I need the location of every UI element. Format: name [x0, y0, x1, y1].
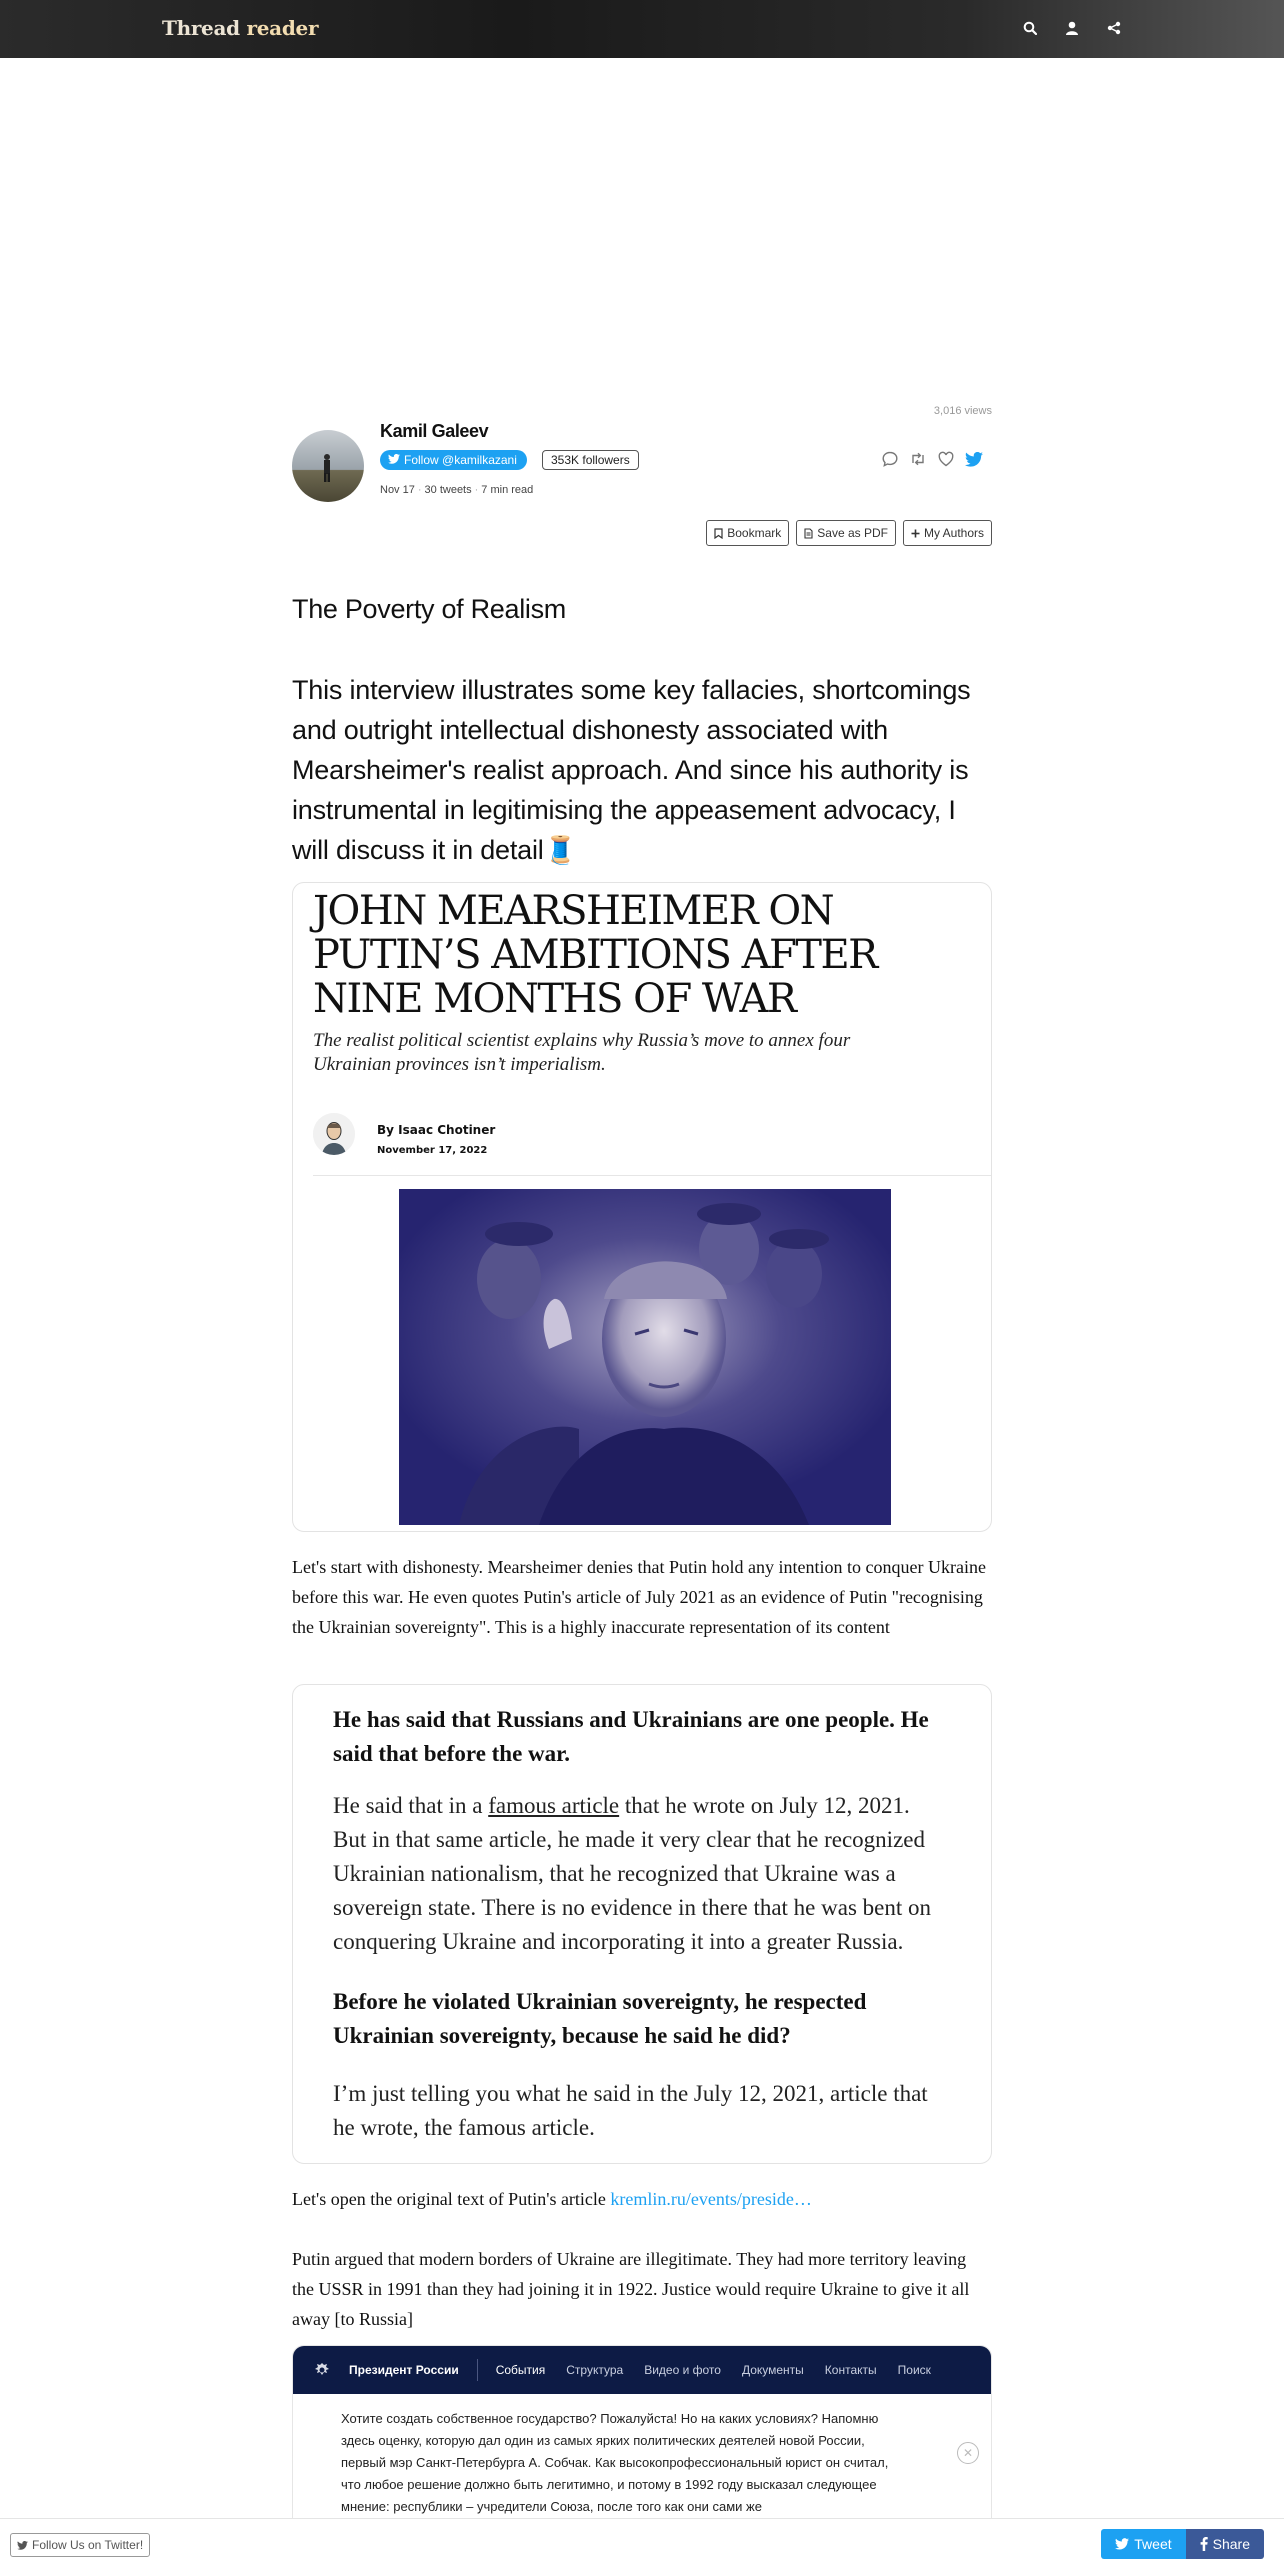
embed-date: November 17, 2022: [377, 1145, 488, 1156]
author-name[interactable]: Kamil Galeev: [380, 421, 489, 441]
interview-quote-image[interactable]: [292, 1684, 992, 2164]
tweet-text: Putin argued that modern borders of Ukraine are illegitimate. They had more territory leaving the USSR in 1991 than they had joining it in 1922. Justice would require Ukraine to give it all away [to Russia]: [292, 2249, 970, 2329]
thread-title: The Poverty of Realism: [292, 594, 566, 624]
byline-avatar: [313, 1113, 355, 1155]
share-label: Share: [1212, 2536, 1250, 2552]
twitter-bird-icon: [17, 2541, 28, 2550]
tweet-text: Let's start with dishonesty. Mearsheimer denies that Putin hold any intention to conquer Ukraine before this war. He even quotes Putin's article of July 2021 as an evidence of Putin "recognising the Ukrainian sovereignty". This is a highly inaccurate representation of its content: [292, 1557, 986, 1637]
top-icons: [1020, 18, 1124, 38]
tweet-count: 30 tweets: [424, 484, 472, 496]
bottom-share-bar: [0, 2518, 1284, 2568]
famous-article-link[interactable]: famous article: [488, 1793, 620, 1818]
answer-1-text-end: that he wrote on July 12, 2021. But in that same article, he made it very clear that he recognized Ukrainian nationalism, that he recognized that Ukraine was a sovereign state. There is no evidence in there that he was bent on conquering Ukraine and incorporating it into a greater Russia.: [333, 1793, 932, 1954]
search-icon[interactable]: [1020, 18, 1040, 38]
embed-headline: JOHN MEARSHEIMER ON PUTIN’S AMBITIONS AFTER NINE MONTHS OF WAR: [313, 888, 877, 1022]
eagle-emblem-icon: [311, 2359, 333, 2381]
nav-item-structure: Структура: [566, 2363, 624, 2377]
save-pdf-label: Save as PDF: [817, 526, 888, 540]
twitter-icon[interactable]: [964, 449, 984, 469]
quote-answer-2: I’m just telling you what he said in the July 12, 2021, article that he wrote, the famous article.: [333, 2081, 928, 2140]
bookmark-icon: [714, 528, 723, 539]
tweet-label: Tweet: [1134, 2536, 1172, 2552]
views-count: 3,016 views: [933, 405, 992, 417]
site-logo[interactable]: [162, 16, 318, 40]
thread-date[interactable]: Nov 17: [380, 484, 415, 496]
file-pdf-icon: [804, 528, 813, 539]
brand-part-reader: reader: [246, 16, 319, 40]
kremlin-article-text: Хотите создать собственное государство? Пожалуйста! Но на каких условиях? Напомню здесь оценку, которую дал один из самых ярких политических деятелей новой России, первый мэр Санкт-Петербурга А. Собчак. Как высокопрофессиональный юрист он считал, что любое решение должно быть легитимно, и потому в 1992 году высказал следующее мнение: республики – учредители Союза, после того как они сами же: [341, 2411, 889, 2514]
tweet-text: [292, 2184, 992, 2214]
follow-button[interactable]: [380, 450, 527, 470]
thread-intro: This interview illustrates some key fallacies, shortcomings and outright intellectual dishonesty associated with Mearsheimer's realist approach. And since his authority is instrumental in legitimising the appeasement advocacy, I will discuss it in detail🧵: [292, 675, 971, 865]
tweet-button[interactable]: [1101, 2529, 1185, 2559]
brand-part-thread: Thread: [162, 16, 240, 40]
nav-item-contacts: Контакты: [824, 2363, 877, 2377]
top-navigation-bar: [0, 0, 1284, 58]
my-authors-label: My Authors: [923, 526, 984, 540]
follow-label: Follow @kamilkazani: [404, 453, 517, 467]
save-pdf-button[interactable]: [796, 520, 896, 546]
facebook-icon: [1200, 2537, 1208, 2551]
nav-item-search: Поиск: [897, 2363, 931, 2377]
facebook-share-button[interactable]: [1186, 2529, 1264, 2559]
article-photo[interactable]: [399, 1189, 891, 1525]
quote-question-2: Before he violated Ukrainian sovereignty, he respected Ukrainian sovereignty, because he said he did?: [333, 1989, 867, 2048]
tweet-text-body: Let's open the original text of Putin's article: [292, 2189, 611, 2209]
like-icon[interactable]: [936, 449, 956, 469]
article-embed-image[interactable]: [292, 882, 992, 1532]
user-icon[interactable]: [1062, 18, 1082, 38]
quote-question-1: He has said that Russians and Ukrainians are one people. He said that before the war.: [333, 1707, 929, 1766]
kremlin-link[interactable]: kremlin.ru/events/preside…: [610, 2189, 812, 2209]
nav-item-documents: Документы: [741, 2363, 804, 2377]
twitter-bird-icon: [388, 450, 400, 470]
follow-us-button[interactable]: [10, 2533, 150, 2557]
read-time: 7 min read: [481, 484, 534, 496]
retweet-icon[interactable]: [908, 449, 928, 469]
my-authors-button[interactable]: [903, 520, 992, 546]
plus-icon: [911, 529, 920, 538]
embed-subtitle: The realist political scientist explains why Russia’s move to annex four Ukrainian provinces isn’t imperialism.: [313, 1030, 851, 1075]
embed-byline: By Isaac Chotiner: [377, 1123, 496, 1137]
nav-item-events: События: [495, 2363, 546, 2377]
divider: [477, 2359, 478, 2381]
followers-count: 353K followers: [542, 450, 639, 470]
thread-meta: Nov 17 · 30 tweets · 7 min read: [380, 484, 534, 496]
follow-us-label: Follow Us on Twitter!: [32, 2538, 144, 2552]
thread-toolbar: [706, 520, 992, 546]
twitter-bird-icon: [1115, 2538, 1129, 2550]
reply-icon[interactable]: [880, 449, 900, 469]
bookmark-label: Bookmark: [727, 526, 782, 540]
close-icon: ✕: [957, 2442, 979, 2464]
bookmark-button[interactable]: [706, 520, 789, 546]
share-buttons: [1101, 2529, 1264, 2559]
kremlin-nav: [293, 2346, 992, 2394]
quote-answer-1: [333, 1789, 933, 1959]
kremlin-brand: Президент России: [349, 2363, 459, 2377]
nav-item-video: Видео и фото: [644, 2363, 721, 2377]
avatar[interactable]: [292, 430, 364, 502]
divider: [313, 1175, 991, 1176]
share-icon[interactable]: [1104, 18, 1124, 38]
tweet-actions: [880, 449, 984, 469]
kremlin-screenshot-image[interactable]: [292, 2345, 992, 2535]
answer-1-text-start: He said that in a: [333, 1793, 489, 1818]
